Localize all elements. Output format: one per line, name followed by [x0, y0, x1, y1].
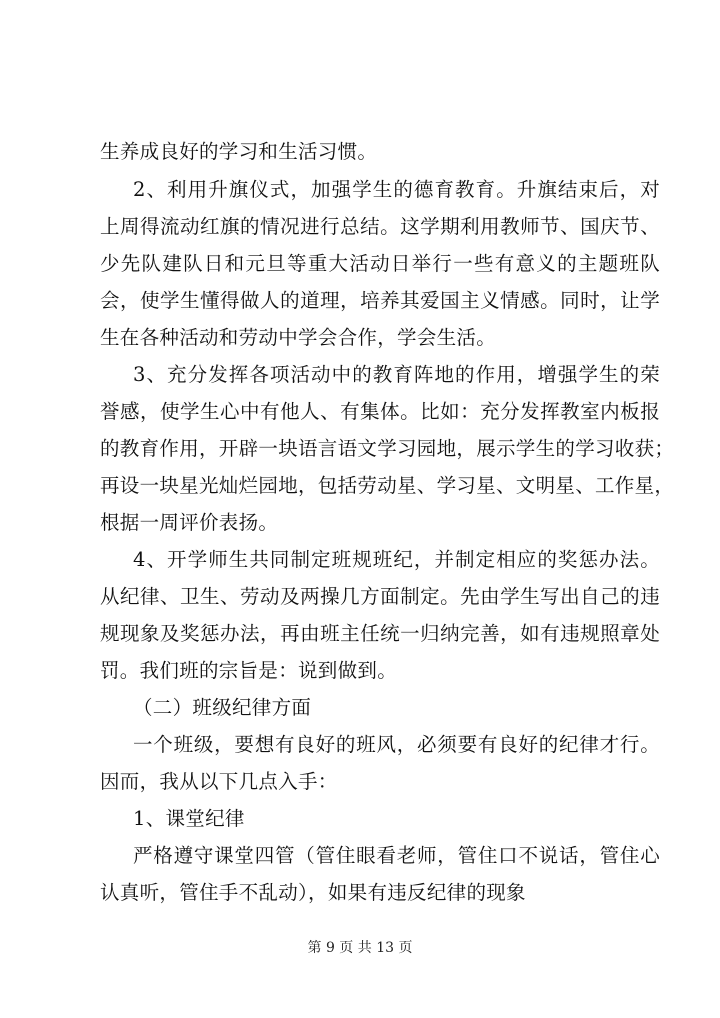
- text-line: 少先队建队日和元旦等重大活动日举行一些有意义的主题班队: [100, 252, 660, 275]
- text-line: 从纪律、卫生、劳动及两操几方面制定。先由学生写出自己的违: [100, 585, 660, 608]
- text-line: 根据一周评价表扬。: [100, 511, 279, 534]
- text-line: 4、开学师生共同制定班规班纪，并制定相应的奖惩办法。: [133, 548, 660, 571]
- text-line: 上周得流动红旗的情况进行总结。这学期利用教师节、国庆节、: [100, 215, 660, 238]
- text-line: 生养成良好的学习和生活习惯。: [100, 140, 378, 163]
- page-footer: 第 9 页 共 13 页: [307, 940, 413, 956]
- text-line: 2、利用升旗仪式，加强学生的德育教育。升旗结束后，对: [133, 178, 660, 201]
- text-line: 生在各种活动和劳动中学会合作，学会生活。: [100, 326, 497, 349]
- text-line: 誉感，使学生心中有他人、有集体。比如：充分发挥教室内板报: [100, 400, 660, 423]
- text-line: 的教育作用，开辟一块语言语文学习园地，展示学生的学习收获；: [100, 437, 675, 460]
- text-line: 因而，我从以下几点入手：: [100, 770, 338, 793]
- text-line: 3、充分发挥各项活动中的教育阵地的作用，增强学生的荣: [133, 363, 660, 386]
- text-line: 认真听，管住手不乱动），如果有违反纪律的现象: [100, 881, 526, 904]
- text-line: 规现象及奖惩办法，再由班主任统一归纳完善，如有违规照章处: [100, 622, 660, 645]
- text-line: 会，使学生懂得做人的道理，培养其爱国主义情感。同时，让学: [100, 289, 660, 312]
- text-line: 1、课堂纪律: [133, 807, 245, 830]
- text-line: 一个班级，要想有良好的班风，必须要有良好的纪律才行。: [133, 733, 660, 756]
- section-heading: （二）班级纪律方面: [133, 696, 312, 719]
- text-line: 严格遵守课堂四管（管住眼看老师，管住口不说话，管住心: [133, 844, 660, 867]
- text-line: 罚。我们班的宗旨是：说到做到。: [100, 659, 398, 682]
- text-line: 再设一块星光灿烂园地，包括劳动星、学习星、文明星、工作星，: [100, 474, 675, 497]
